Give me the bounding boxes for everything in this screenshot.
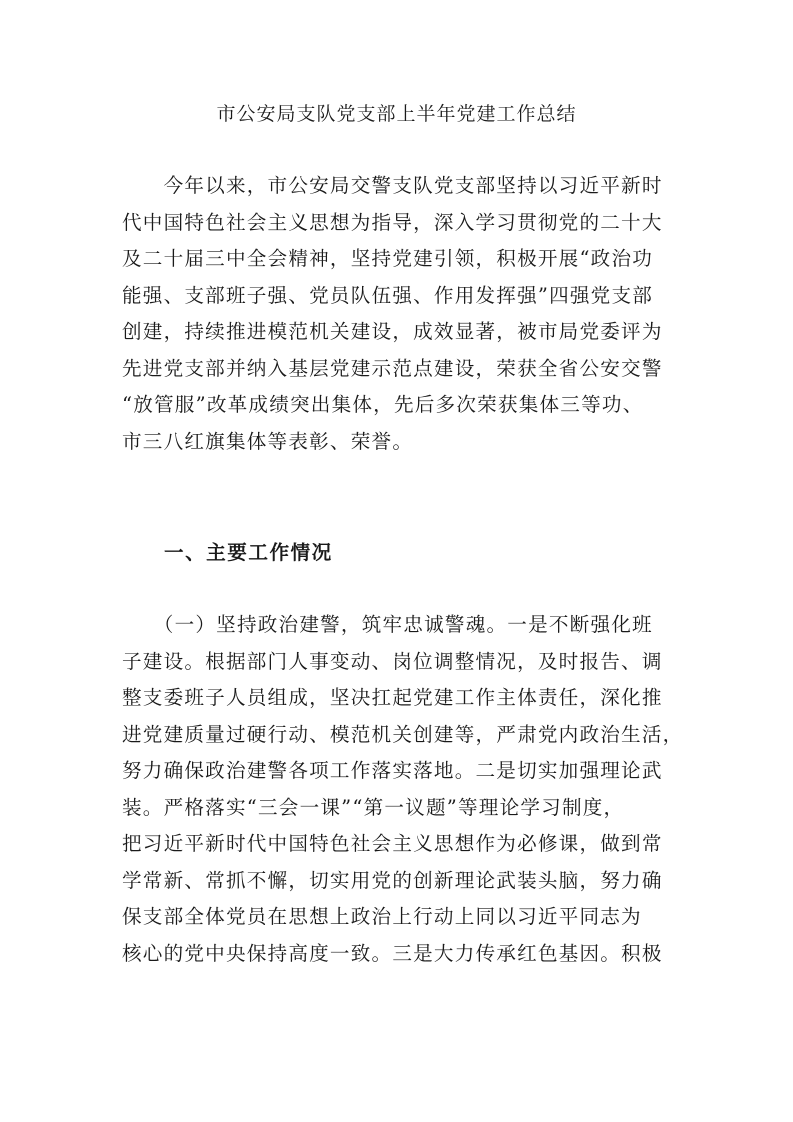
paragraph-line: 核心的党中央保持高度一致。三是大力传承红色基因。积极 — [122, 941, 663, 965]
paragraph-line: （一）坚持政治建警，筑牢忠诚警魂。一是不断强化班 — [122, 613, 653, 636]
paragraph-line: 及二十届三中全会精神，坚持党建引领，积极开展“政治功 — [122, 247, 654, 270]
paragraph-line: 整支委班子人员组成，坚决扛起党建工作主体责任，深化推 — [122, 686, 663, 709]
paragraph-line: 创建，持续推进模范机关建设，成效显著，被市局党委评为 — [122, 320, 663, 343]
section1-paragraph — [122, 607, 684, 972]
paragraph-line: 今年以来，市公安局交警支队党支部坚持以习近平新时 — [122, 174, 663, 197]
section-heading: 一、主要工作情况 — [164, 541, 333, 564]
paragraph-line: 装。严格落实“三会一课”“第一议题”等理论学习制度， — [122, 795, 625, 819]
paragraph-line: 进党建质量过硬行动、模范机关创建等，严肃党内政治生活， — [122, 722, 684, 746]
paragraph-line: 保支部全体党员在思想上政治上行动上同以习近平同志为 — [122, 905, 642, 928]
paragraph-line: 把习近平新时代中国特色社会主义思想作为必修课，做到常 — [122, 832, 663, 855]
paragraph-line: 代中国特色社会主义思想为指导，深入学习贯彻党的二十大 — [122, 210, 663, 234]
document-title: 市公安局支队党支部上半年党建工作总结 — [216, 103, 577, 125]
paragraph-line: 子建设。根据部门人事变动、岗位调整情况，及时报告、调 — [122, 649, 663, 673]
intro-paragraph — [122, 168, 678, 460]
paragraph-line: “放管服”改革成绩突出集体，先后多次荣获集体三等功、 — [122, 393, 644, 416]
paragraph-line: 努力确保政治建警各项工作落实落地。二是切实加强理论武 — [122, 759, 663, 782]
paragraph-line: 先进党支部并纳入基层党建示范点建设，荣获全省公安交警 — [122, 356, 663, 380]
paragraph-line: 市三八红旗集体等表彰、荣誉。 — [122, 429, 414, 453]
paragraph-line: 学常新、常抓不懈，切实用党的创新理论武装头脑，努力确 — [122, 868, 663, 892]
paragraph-line: 能强、支部班子强、党员队伍强、作用发挥强”四强党支部 — [122, 283, 654, 307]
